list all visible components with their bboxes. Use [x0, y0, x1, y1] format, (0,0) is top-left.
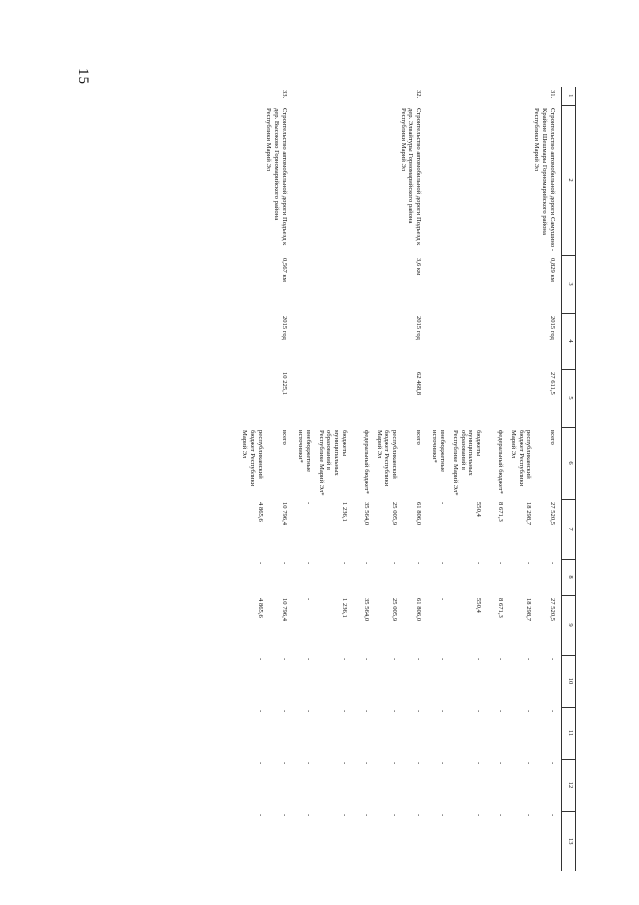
col12-value: -: [525, 762, 533, 765]
col8-value: -: [340, 562, 348, 565]
col11-value: -: [475, 710, 483, 713]
col9-value: 18 298,7: [525, 598, 533, 622]
funding-source: республиканский бюджет Республики Марий Эл: [375, 430, 399, 487]
table-body: [238, 87, 561, 871]
col7-value: 1 236,1: [340, 502, 348, 522]
col13-value: -: [391, 814, 399, 817]
funding-source: федеральный бюджет*: [497, 430, 505, 494]
row-number: 33.: [280, 90, 288, 99]
col10-value: -: [439, 658, 447, 661]
col10-value: -: [475, 658, 483, 661]
col9-value: 1 236,1: [340, 598, 348, 618]
col7-value: -: [304, 502, 312, 505]
col8-value: -: [304, 562, 312, 565]
col9-value: -: [304, 598, 312, 601]
col8-value: -: [549, 562, 556, 565]
col9-value: 61 806,0: [415, 598, 423, 622]
col9-value: 4 865,6: [256, 598, 264, 618]
col-header: 1: [562, 87, 576, 105]
col10-value: -: [497, 658, 505, 661]
col7-value: -: [439, 502, 447, 505]
col12-value: -: [340, 762, 348, 765]
col13-value: -: [304, 814, 312, 817]
funding-table: [238, 87, 576, 871]
col11-value: -: [304, 710, 312, 713]
col13-value: -: [362, 814, 370, 817]
col-header: 8: [562, 559, 576, 595]
funding-source: республиканский бюджет Республики Марий Эл: [509, 430, 533, 487]
funding-source: бюджеты муниципальных образований в Республике Марий Эл*: [451, 430, 483, 496]
col11-value: -: [439, 710, 447, 713]
col12-value: -: [497, 762, 505, 765]
table-row: [401, 87, 427, 871]
col7-value: 27 520,5: [549, 502, 556, 526]
col-header: 5: [562, 369, 576, 427]
build-year: 2015 год: [549, 316, 556, 340]
col10-value: -: [340, 658, 348, 661]
col8-value: -: [525, 562, 533, 565]
col8-value: -: [475, 562, 483, 565]
col11-value: -: [280, 710, 288, 713]
col12-value: -: [549, 762, 556, 765]
build-year: 2015 год: [280, 316, 288, 340]
rotated-table-sheet: [112, 87, 576, 871]
funding-source: бюджеты муниципальных образований в Республике Марий Эл*: [317, 430, 348, 496]
col11-value: -: [549, 710, 556, 713]
col-header: 13: [562, 811, 576, 871]
col10-value: -: [304, 658, 312, 661]
funding-source: всего: [280, 430, 288, 445]
funding-source: всего: [415, 430, 423, 445]
col13-value: -: [415, 814, 423, 817]
col13-value: -: [256, 814, 264, 817]
col-header: 3: [562, 255, 576, 313]
funding-source: республиканский бюджет Республики Марий Эл: [241, 430, 264, 487]
road-length: 0,829 км: [549, 258, 556, 282]
col11-value: -: [525, 710, 533, 713]
col10-value: -: [549, 658, 556, 661]
col9-value: 27 520,5: [549, 598, 556, 622]
col10-value: -: [391, 658, 399, 661]
object-name: Строительство автомобильной дороги Подъезд к дер. Элвайтуры Горномарийского района Республики Марий Эл: [399, 108, 423, 246]
column-number-header: [562, 87, 576, 871]
funding-source: внебюджетные источники*: [431, 430, 447, 473]
col8-value: -: [280, 562, 288, 565]
col10-value: -: [362, 658, 370, 661]
col13-value: -: [439, 814, 447, 817]
col11-value: -: [362, 710, 370, 713]
col12-value: -: [362, 762, 370, 765]
col8-value: -: [415, 562, 423, 565]
col13-value: -: [525, 814, 533, 817]
road-length: 0,567 км: [280, 258, 288, 282]
page-number: 15: [75, 68, 91, 85]
col9-value: -: [439, 598, 447, 601]
col13-value: -: [549, 814, 556, 817]
row-number: 31.: [549, 90, 556, 99]
table-row: [536, 87, 562, 871]
col13-value: -: [280, 814, 288, 817]
col7-value: 10 796,4: [280, 502, 288, 526]
col10-value: -: [256, 658, 264, 661]
col9-value: 10 796,4: [280, 598, 288, 622]
col-header: 6: [562, 427, 576, 499]
col12-value: -: [256, 762, 264, 765]
col12-value: -: [304, 762, 312, 765]
col10-value: -: [280, 658, 288, 661]
col8-value: -: [439, 562, 447, 565]
col-header: 7: [562, 499, 576, 559]
col7-value: 61 806,0: [415, 502, 423, 526]
funding-source: федеральный бюджет*: [362, 430, 370, 494]
col7-value: 35 564,0: [362, 502, 370, 526]
estimated-cost: 27 611,5: [549, 372, 556, 395]
col11-value: -: [256, 710, 264, 713]
estimated-cost: 10 225,1: [280, 372, 288, 396]
col7-value: 18 298,7: [525, 502, 533, 526]
col11-value: -: [391, 710, 399, 713]
build-year: 2015 год: [415, 316, 423, 340]
col7-value: 25 005,9: [391, 502, 399, 526]
col-header: 9: [562, 595, 576, 655]
col10-value: -: [415, 658, 423, 661]
road-length: 3,6 км: [415, 258, 423, 276]
col8-value: -: [391, 562, 399, 565]
col-header: 12: [562, 759, 576, 811]
col7-value: 4 865,6: [256, 502, 264, 522]
col-header: 4: [562, 313, 576, 369]
funding-source: всего: [549, 430, 556, 445]
estimated-cost: 62 468,8: [415, 372, 423, 396]
col9-value: 8 671,3: [497, 598, 505, 618]
col10-value: -: [525, 658, 533, 661]
col12-value: -: [475, 762, 483, 765]
col9-value: 35 564,0: [362, 598, 370, 622]
col13-value: -: [497, 814, 505, 817]
table-row: [267, 87, 293, 871]
col11-value: -: [497, 710, 505, 713]
row-number: 32.: [415, 90, 423, 99]
object-name: Строительство автомобильной дороги Самушино - Крайние Шешмары Горномарийского района Республики Марий Эл: [533, 108, 556, 252]
col-header: 11: [562, 707, 576, 759]
col12-value: -: [391, 762, 399, 765]
col12-value: -: [415, 762, 423, 765]
col8-value: -: [256, 562, 264, 565]
col9-value: 25 005,9: [391, 598, 399, 622]
object-name: Строительство автомобильной дороги Подъезд к дер. Высоково Горномарийского района Республики Марий Эл: [265, 108, 288, 246]
col12-value: -: [439, 762, 447, 765]
col12-value: -: [280, 762, 288, 765]
col7-value: 550,4: [475, 502, 483, 517]
col13-value: -: [340, 814, 348, 817]
funding-source: внебюджетные источники*: [297, 430, 312, 473]
col11-value: -: [340, 710, 348, 713]
col13-value: -: [475, 814, 483, 817]
col-header: 10: [562, 655, 576, 707]
col8-value: -: [362, 562, 370, 565]
col11-value: -: [415, 710, 423, 713]
col-header: 2: [562, 105, 576, 255]
col9-value: 550,4: [475, 598, 483, 613]
col8-value: -: [497, 562, 505, 565]
col7-value: 8 671,3: [497, 502, 505, 522]
